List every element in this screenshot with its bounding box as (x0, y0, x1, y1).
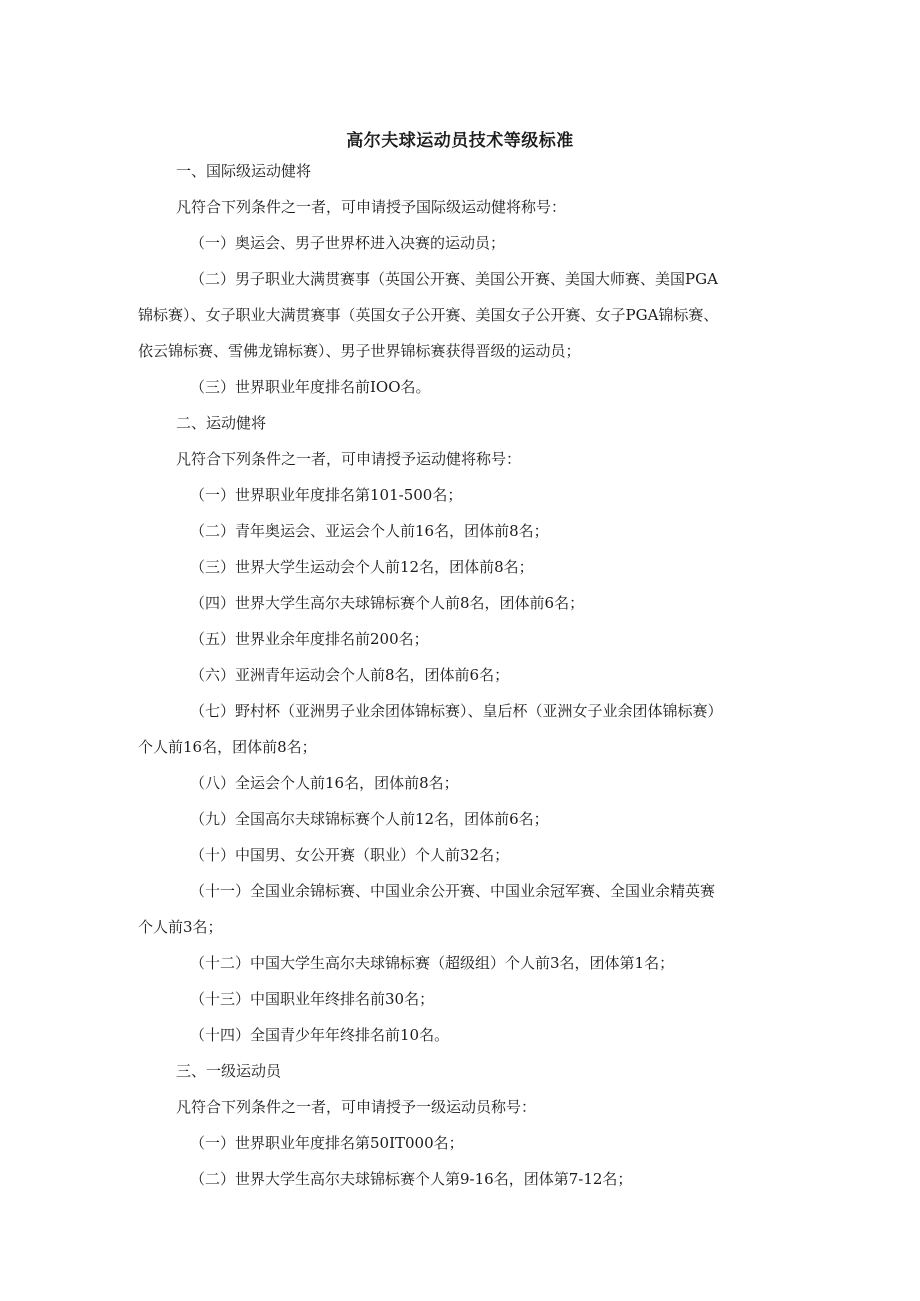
document-body (138, 153, 788, 1197)
list-item: （一）奥运会、男子世界杯进入决赛的运动员； (190, 234, 506, 252)
list-item: （四）世界大学生高尔夫球锦标赛个人前8名，团体前6名； (190, 594, 585, 612)
list-item: （五）世界业余年度排名前200名； (190, 630, 429, 648)
list-item-continuation: 依云锦标赛、雪佛龙锦标赛）、男子世界锦标赛获得晋级的运动员； (138, 342, 581, 360)
list-item-continuation: 锦标赛）、女子职业大满贯赛事（英国女子公开赛、美国女子公开赛、女子PGA锦标赛、 (138, 306, 719, 324)
list-item: （九）全国高尔夫球锦标赛个人前12名，团体前6名； (190, 810, 549, 828)
section-heading: 二、运动健将 (176, 414, 267, 432)
list-item-continuation: 个人前16名，团体前8名； (138, 738, 317, 756)
list-item: （十三）中国职业年终排名前30名； (190, 990, 435, 1008)
list-item: （一）世界职业年度排名第101-500名； (190, 486, 463, 504)
list-item: （六）亚洲青年运动会个人前8名，团体前6名； (190, 666, 510, 684)
list-item: （三）世界大学生运动会个人前12名，团体前8名； (190, 558, 534, 576)
section-heading: 三、一级运动员 (176, 1062, 282, 1080)
list-item: （七）野村杯（亚洲男子业余团体锦标赛）、皇后杯（亚洲女子业余团体锦标赛） (190, 702, 723, 720)
section-intro: 凡符合下列条件之一者，可申请授予运动健将称号： (176, 450, 522, 468)
section-heading: 一、国际级运动健将 (176, 162, 312, 180)
list-item-continuation: 个人前3名； (138, 918, 223, 936)
list-item: （十一）全国业余锦标赛、中国业余公开赛、中国业余冠军赛、全国业余精英赛 (190, 882, 716, 900)
list-item: （八）全运会个人前16名，团体前8名； (190, 774, 459, 792)
section-intro: 凡符合下列条件之一者，可申请授予国际级运动健将称号： (176, 198, 567, 216)
section-intro: 凡符合下列条件之一者，可申请授予一级运动员称号： (176, 1098, 537, 1116)
list-item: （一）世界职业年度排名第50IT000名； (190, 1134, 464, 1152)
list-item: （十二）中国大学生高尔夫球锦标赛（超级组）个人前3名，团体第1名； (190, 954, 675, 972)
list-item: （三）世界职业年度排名前IOO名。 (190, 378, 431, 396)
list-item: （二）青年奥运会、亚运会个人前16名，团体前8名； (190, 522, 549, 540)
list-item: （二）世界大学生高尔夫球锦标赛个人第9-16名，团体第7-12名； (190, 1170, 633, 1188)
page-title: 高尔夫球运动员技术等级标准 (346, 131, 574, 151)
list-item: （十）中国男、女公开赛（职业）个人前32名； (190, 846, 510, 864)
list-item: （十四）全国青少年年终排名前10名。 (190, 1026, 450, 1044)
list-item: （二）男子职业大满贯赛事（英国公开赛、美国公开赛、美国大师赛、美国PGA (190, 270, 718, 288)
